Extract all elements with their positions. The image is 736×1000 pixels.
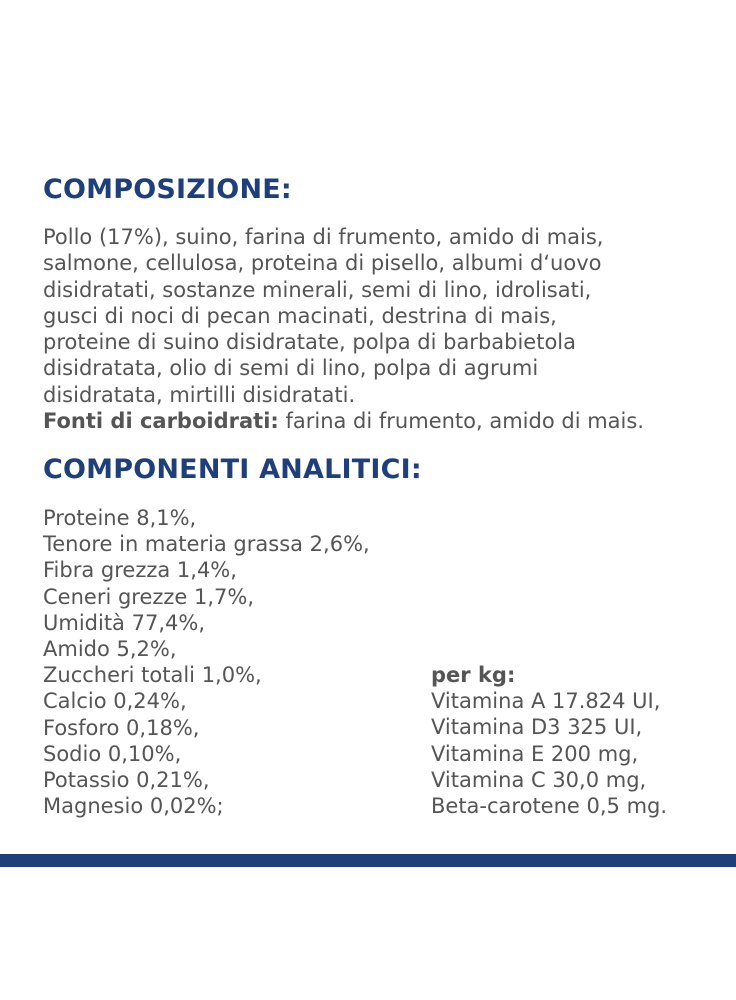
composition-line: disidratata, mirtilli disidratati. [43, 382, 356, 407]
analytic-item-ash: Ceneri grezze 1,7%, [43, 584, 255, 609]
analytic-item-sodium: Sodio 0,10%, [43, 741, 182, 766]
vitamins-per-kg-list [431, 662, 667, 819]
composition-line: proteine di suino disidratate, polpa di barbabietola [43, 330, 577, 355]
per-kg-label: per kg: [431, 663, 516, 687]
analytic-item-moisture: Umidità 77,4%, [43, 610, 205, 635]
analytic-item-protein: Proteine 8,1%, [43, 506, 197, 530]
vitamin-item-d3: Vitamina D3 325 UI, [431, 715, 643, 740]
analytic-item-fibre: Fibra grezza 1,4%, [43, 558, 237, 583]
analytic-item-phosphorus: Fosforo 0,18%, [43, 715, 200, 740]
composition-heading: COMPOSIZIONE: [43, 174, 292, 205]
vitamin-item-c: Vitamina C 30,0 mg, [431, 767, 647, 792]
composition-line: gusci di noci di pecan macinati, destrina di mais, [43, 303, 557, 328]
analytic-components-list [43, 505, 370, 819]
composition-line: Pollo (17%), suino, farina di frumento, amido di mais, [43, 225, 604, 249]
vitamin-item-e: Vitamina E 200 mg, [431, 741, 639, 766]
composition-line: disidratata, olio di semi di lino, polpa di agrumi [43, 356, 539, 381]
analytic-item-starch: Amido 5,2%, [43, 637, 177, 662]
composition-line: disidratati, sostanze minerali, semi di lino, idrolisati, [43, 277, 592, 302]
composition-line: salmone, cellulosa, proteina di pisello, albumi d‘uovo [43, 251, 602, 276]
bottom-divider-bar [0, 854, 736, 867]
analytic-item-potassium: Potassio 0,21%, [43, 768, 210, 793]
analytic-item-magnesium: Magnesio 0,02%; [43, 794, 224, 819]
analytic-item-calcium: Calcio 0,24%, [43, 689, 187, 714]
carbohydrate-sources-text: farina di frumento, amido di mais. [278, 409, 644, 434]
vitamin-item-beta-carotene: Beta-carotene 0,5 mg. [431, 794, 668, 819]
analytic-item-sugars: Zuccheri totali 1,0%, [43, 663, 262, 688]
composition-text [43, 224, 723, 434]
carbohydrate-sources-line [43, 408, 723, 434]
analytic-item-fat: Tenore in materia grassa 2,6%, [43, 532, 370, 557]
analytic-components-heading: COMPONENTI ANALITICI: [43, 454, 422, 485]
vitamin-item-a: Vitamina A 17.824 UI, [431, 689, 661, 714]
carbohydrate-sources-label: Fonti di carboidrati: [43, 409, 279, 434]
